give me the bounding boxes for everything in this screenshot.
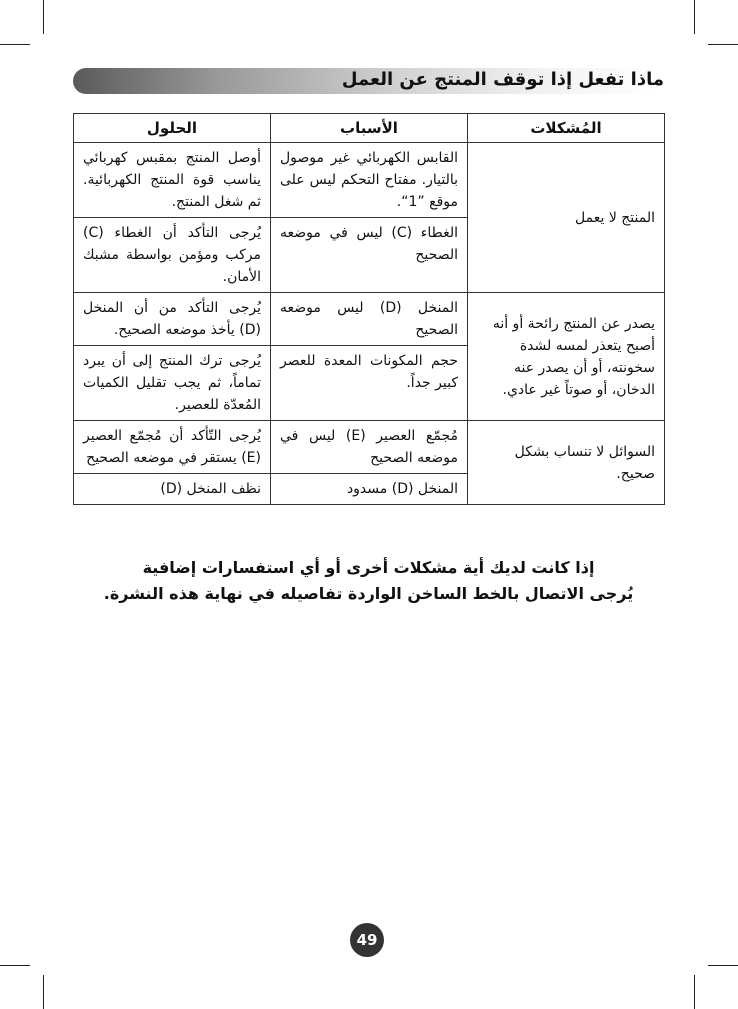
- solution-cell: يُرجى التأكد من أن المنخل (D) يأخذ موضعه الصحيح.: [74, 293, 271, 346]
- problem-cell: المنتج لا يعمل: [468, 143, 665, 293]
- troubleshooting-table: [73, 113, 665, 505]
- crop-mark-bottom-right-v: [694, 975, 695, 1009]
- solution-cell: يُرجى ترك المنتج إلى أن يبرد تماماً، ثم يجب تقليل الكميات المُعدّة للعصير.: [74, 346, 271, 421]
- cause-cell: المنخل (D) مسدود: [271, 474, 468, 505]
- problem-cell: يصدر عن المنتج رائحة أو أنه أصبح يتعذر لمسه لشدة سخونته، أو أن يصدر عنه الدخان، أو صوتاً غير عادي.: [468, 293, 665, 421]
- footer-note-line1: إذا كانت لديك أية مشكلات أخرى أو أي استفسارات إضافية: [142, 558, 595, 577]
- table-header-row: [74, 114, 665, 143]
- header-problems: المُشكلات: [468, 114, 665, 143]
- cause-cell: القابس الكهربائي غير موصول بالتيار. مفتاح التحكم ليس على موقع ”1“.: [271, 143, 468, 218]
- footer-note-line2: يُرجى الاتصال بالخط الساخن الواردة تفاصيله في نهاية هذه النشرة.: [103, 584, 634, 603]
- table-row: [74, 293, 665, 346]
- header-causes: الأسباب: [271, 114, 468, 143]
- cause-cell: حجم المكونات المعدة للعصر كبير جداً.: [271, 346, 468, 421]
- crop-mark-bottom-left-v: [43, 975, 44, 1009]
- crop-mark-bottom-left-h: [0, 965, 30, 966]
- header-solutions: الحلول: [74, 114, 271, 143]
- page-title: ماذا تفعل إذا توقف المنتج عن العمل: [341, 69, 664, 90]
- solution-cell: يُرجى التّأكد أن مُجمّع العصير (E) يستقر في موضعه الصحيح: [74, 421, 271, 474]
- table-row: [74, 421, 665, 474]
- crop-mark-top-left-h: [0, 44, 30, 45]
- cause-cell: الغطاء (C) ليس في موضعه الصحيح: [271, 218, 468, 293]
- crop-mark-bottom-right-h: [708, 965, 738, 966]
- cause-cell: المنخل (D) ليس موضعه الصحيح: [271, 293, 468, 346]
- crop-mark-top-left-v: [43, 0, 44, 34]
- crop-mark-top-right-v: [694, 0, 695, 34]
- cause-cell: مُجمّع العصير (E) ليس في موضعه الصحيح: [271, 421, 468, 474]
- solution-cell: نظف المنخل (D): [74, 474, 271, 505]
- page-number-badge: 49: [350, 923, 384, 957]
- solution-cell: يُرجى التأكد أن الغطاء (C) مركب ومؤمن بواسطة مشبك الأمان.: [74, 218, 271, 293]
- problem-cell: السوائل لا تنساب بشكل صحيح.: [468, 421, 665, 505]
- solution-cell: أوصل المنتج بمقبس كهربائي يناسب قوة المنتج الكهربائية. ثم شغل المنتج.: [74, 143, 271, 218]
- table-row: [74, 143, 665, 218]
- crop-mark-top-right-h: [708, 44, 738, 45]
